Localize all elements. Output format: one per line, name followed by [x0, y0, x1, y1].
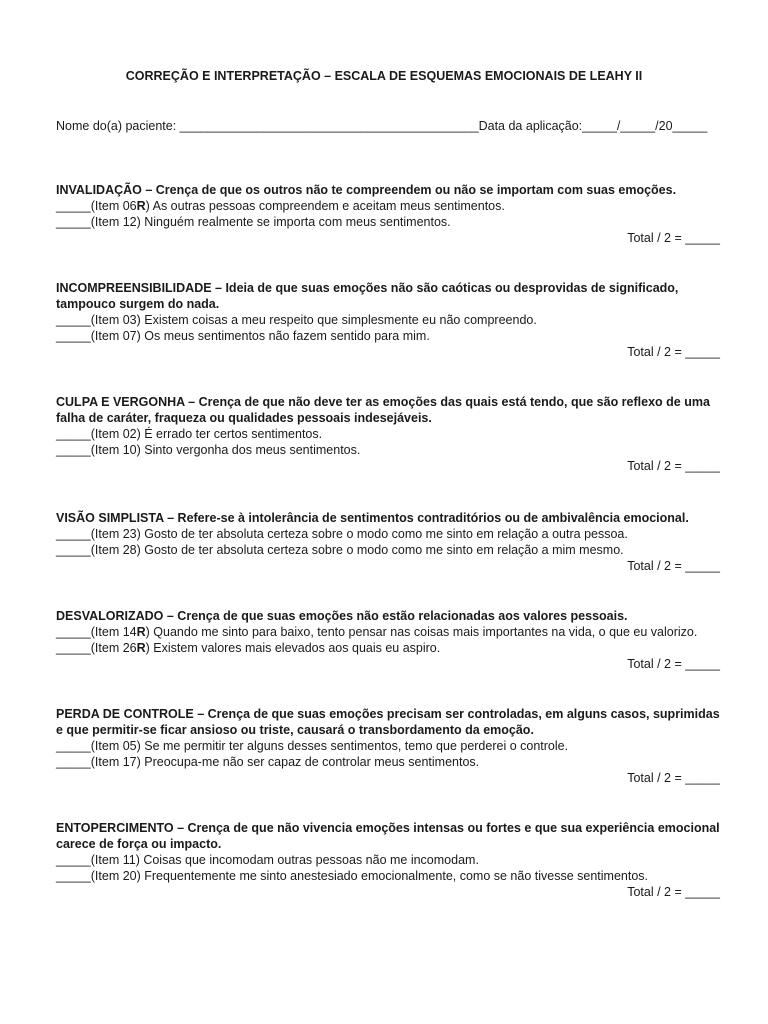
total-line: Total / 2 = _____	[627, 559, 720, 573]
section-incompreensibilidade	[56, 280, 720, 360]
item-line: _____(Item 05) Se me permitir ter alguns desses sentimentos, temo que perderei o controle.	[56, 739, 569, 753]
total-line: Total / 2 = _____	[627, 459, 720, 473]
document-title: CORREÇÃO E INTERPRETAÇÃO – ESCALA DE ESQUEMAS EMOCIONAIS DE LEAHY II	[125, 69, 643, 83]
section-heading: ENTOPERCIMENTO – Crença de que não vivencia emoções intensas ou fortes e que sua experiência emocional carece de força ou impacto.	[56, 821, 720, 851]
section-desvalorizado	[56, 608, 720, 672]
item-line: _____(Item 23) Gosto de ter absoluta certeza sobre o modo como me sinto em relação a outra pessoa.	[56, 527, 628, 541]
total-line: Total / 2 = _____	[627, 657, 720, 671]
section-heading: INVALIDAÇÃO – Crença de que os outros não te compreendem ou não se importam com suas emoções.	[56, 183, 677, 197]
item-line: _____(Item 28) Gosto de ter absoluta certeza sobre o modo como me sinto em relação a mim mesmo.	[56, 543, 624, 557]
total-line: Total / 2 = _____	[627, 345, 720, 359]
section-heading: INCOMPREENSIBILIDADE – Ideia de que suas emoções não são caóticas ou desprovidas de significado, tampouco surgem do nada.	[56, 281, 679, 311]
section-heading: DESVALORIZADO – Crença de que suas emoções não estão relacionadas aos valores pessoais.	[56, 609, 628, 623]
section-heading: CULPA E VERGONHA – Crença de que não deve ter as emoções das quais está tendo, que são reflexo de uma falha de caráter, fraqueza ou qualidades pessoais indesejáveis.	[56, 395, 710, 425]
item-line: _____(Item 14R) Quando me sinto para baixo, tento pensar nas coisas mais importantes na vida, o que eu valorizo.	[56, 625, 698, 639]
section-perda-controle	[56, 706, 720, 786]
total-line: Total / 2 = _____	[627, 231, 720, 245]
item-line: _____(Item 17) Preocupa-me não ser capaz de controlar meus sentimentos.	[56, 755, 480, 769]
section-heading: PERDA DE CONTROLE – Crença de que suas emoções precisam ser controladas, em alguns casos, suprimidas e que permitir-se ficar ansioso ou triste, causará o transbordamento da emoção.	[56, 707, 720, 737]
item-line: _____(Item 26R) Existem valores mais elevados aos quais eu aspiro.	[56, 641, 441, 655]
total-line: Total / 2 = _____	[627, 771, 720, 785]
item-line: _____(Item 02) É errado ter certos sentimentos.	[56, 427, 323, 441]
section-culpa-vergonha	[56, 394, 720, 474]
total-line: Total / 2 = _____	[627, 885, 720, 899]
item-line: _____(Item 12) Ninguém realmente se importa com meus sentimentos.	[56, 215, 451, 229]
section-invalidacao	[56, 182, 720, 246]
item-line: _____(Item 07) Os meus sentimentos não fazem sentido para mim.	[56, 329, 430, 343]
item-line: _____(Item 03) Existem coisas a meu respeito que simplesmente eu não compreendo.	[56, 313, 537, 327]
section-heading: VISÃO SIMPLISTA – Refere-se à intolerância de sentimentos contraditórios ou de ambivalência emocional.	[56, 511, 689, 525]
item-line: _____(Item 10) Sinto vergonha dos meus sentimentos.	[56, 443, 361, 457]
patient-info-line: Nome do(a) paciente: ___________________________________________Data da aplicação:_____/_____/20_____	[56, 119, 708, 133]
section-entopercimento	[56, 820, 720, 900]
item-line: _____(Item 20) Frequentemente me sinto anestesiado emocionalmente, como se não tivesse sentimentos.	[56, 869, 648, 883]
item-line: _____(Item 06R) As outras pessoas compreendem e aceitam meus sentimentos.	[56, 199, 505, 213]
section-visao-simplista	[56, 510, 720, 574]
item-line: _____(Item 11) Coisas que incomodam outras pessoas não me incomodam.	[56, 853, 479, 867]
